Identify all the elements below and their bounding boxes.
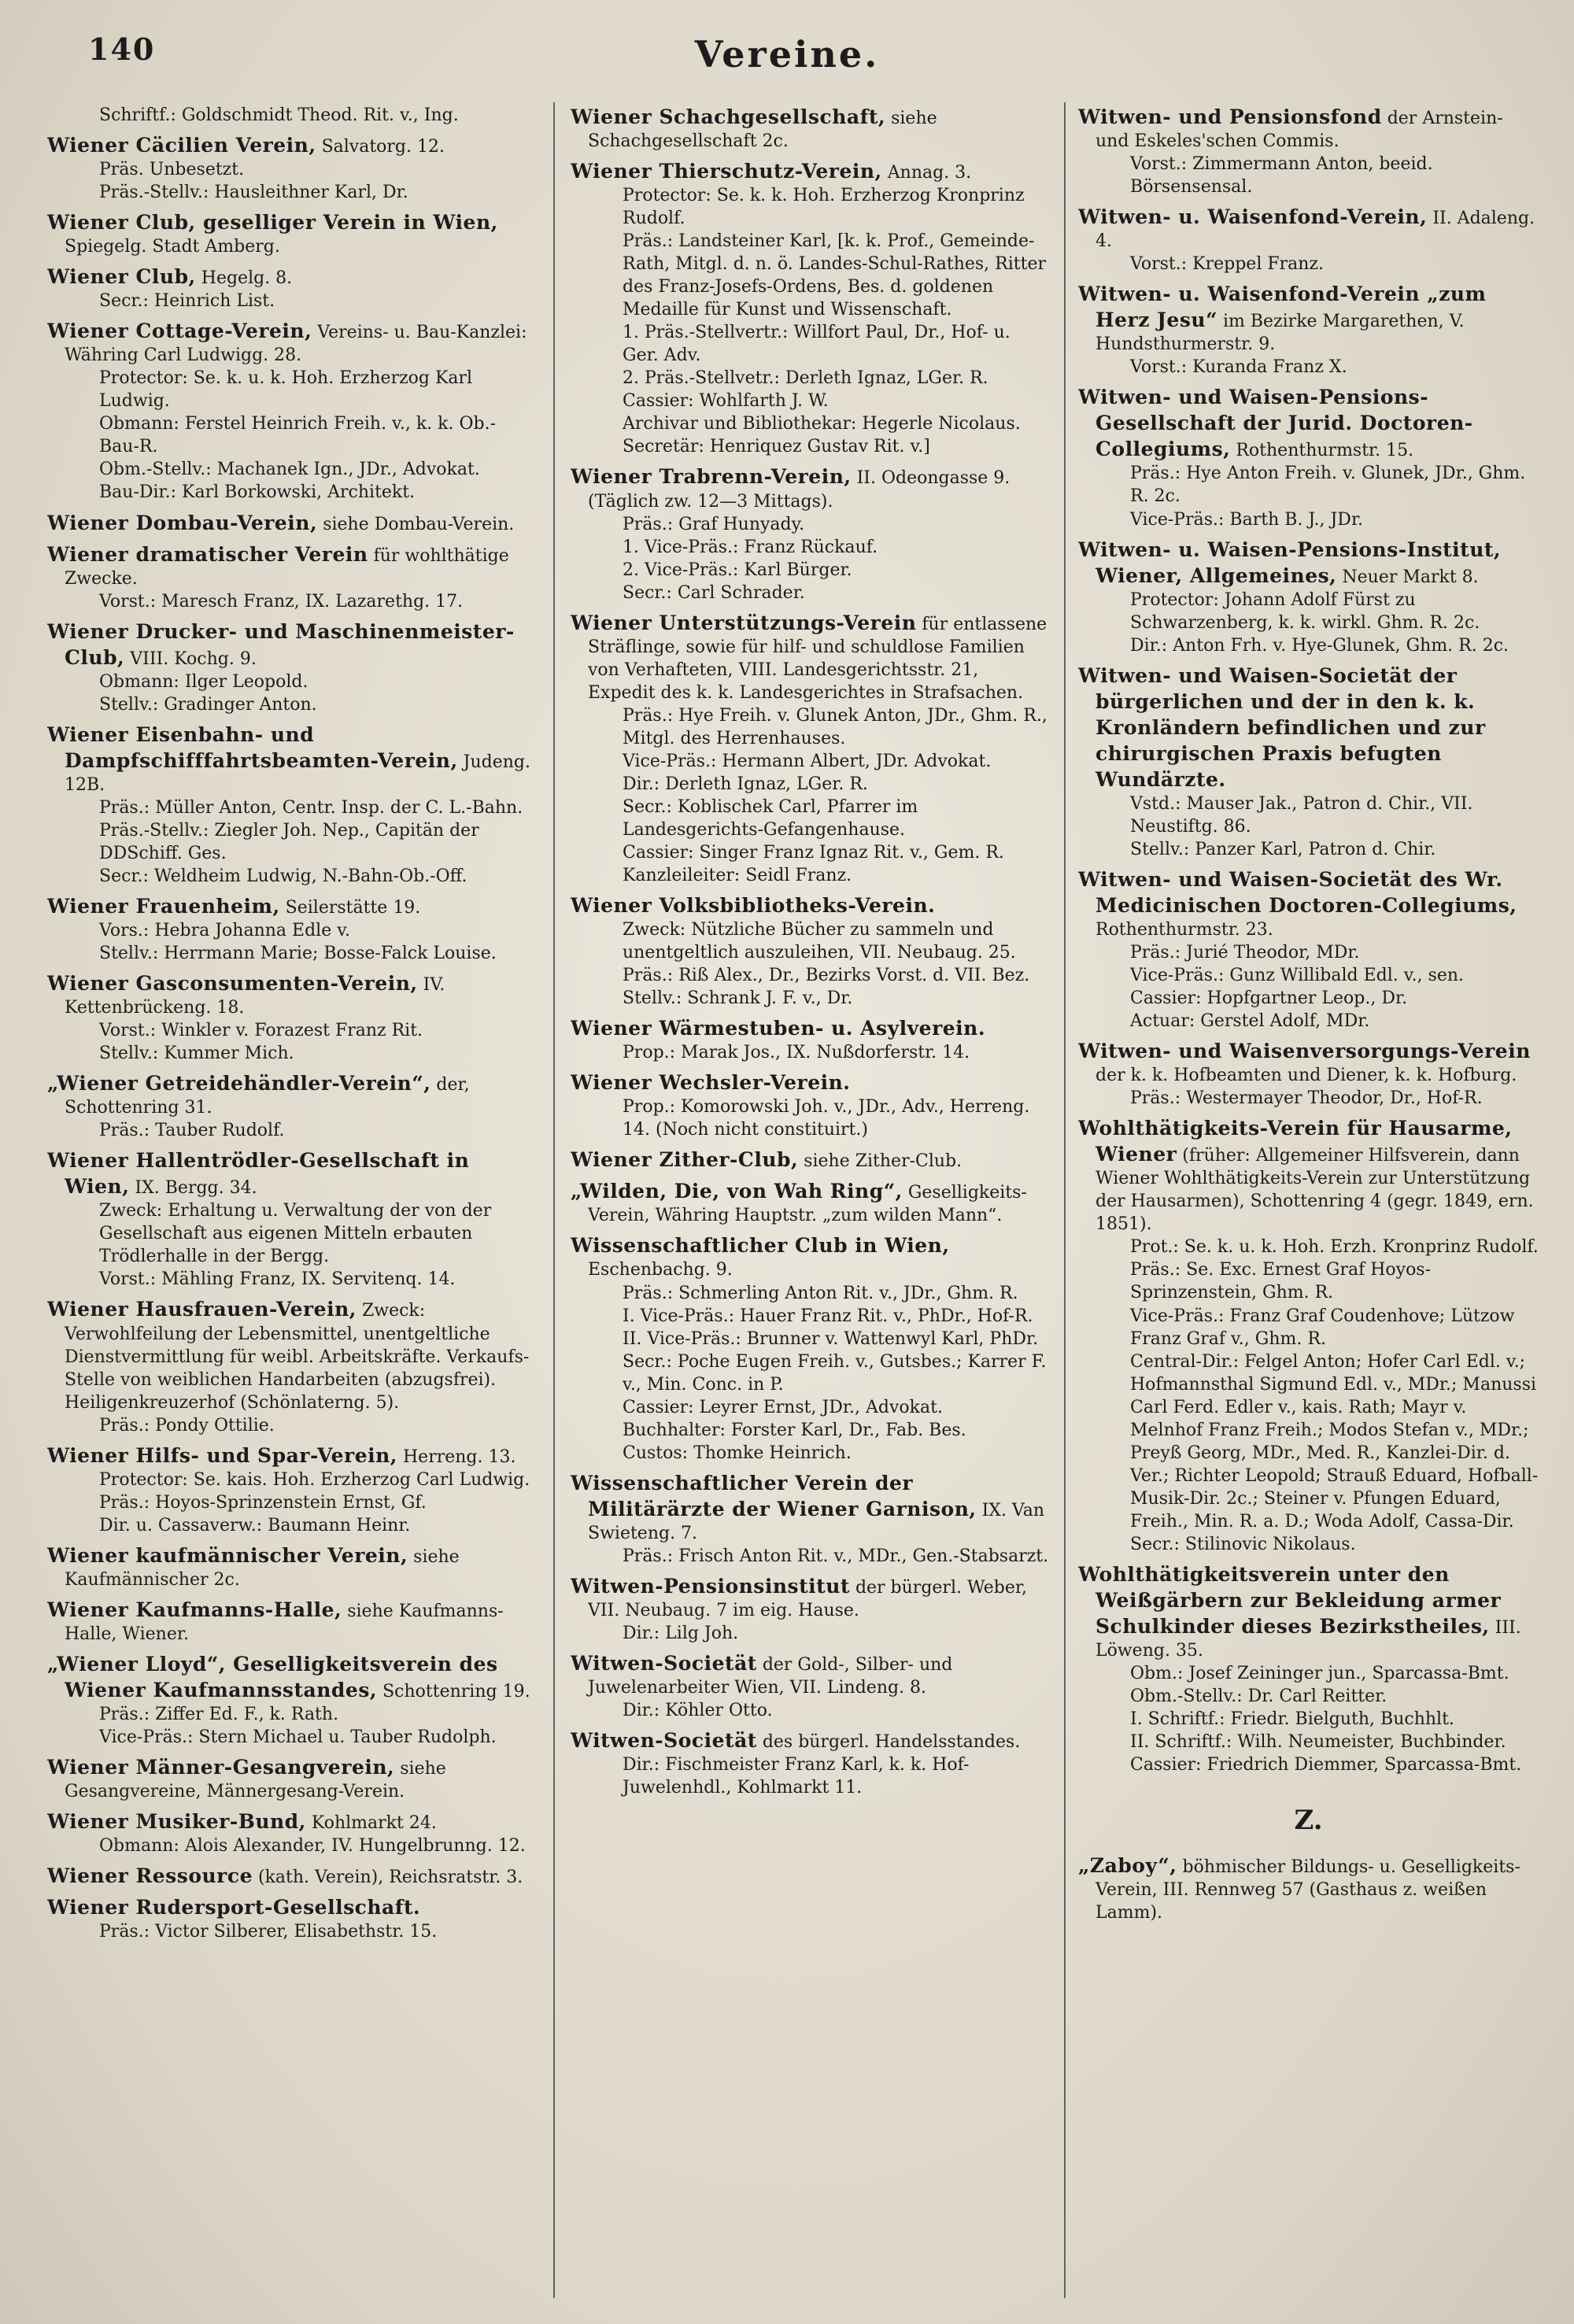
entry-title: Wiener Schachgesellschaft, [571, 105, 886, 128]
entry-title: Wiener Zither-Club, [571, 1148, 799, 1172]
entry-description: (früher: Allgemeiner Hilfsverein, dann Wiener Wohlthätigkeits-Verein zur Unterstützung der Hausarmen), Schottenring 4 (gegr. 1849, ern. 1851). [1096, 1146, 1534, 1235]
entry-detail: Dir.: Derleth Ignaz, LGer. R. [623, 774, 868, 794]
directory-entry [571, 1015, 1051, 1064]
directory-entry [1078, 1853, 1539, 1924]
column-rule [1064, 102, 1066, 2298]
entry-title: „Wiener Getreidehändler-Verein“, [47, 1072, 431, 1095]
entry-detail: Präs.: Schmerling Anton Rit. v., JDr., Ghm. R. [623, 1283, 1018, 1303]
entry-detail: Präs.: Westermayer Theodor, Dr., Hof-R. [1130, 1088, 1483, 1109]
entry-description: Zweck: Verwohlfeilung der Lebensmittel, unentgeltliche Dienstvermittlung für weibl. Arbeitskräfte. Verkaufs-Stelle von weiblichen Handarbeiten (abzugsfrei). Heiligenkreuzerhof (Schönlaterng. 5). [65, 1301, 530, 1413]
entry-detail: Vorst.: Winkler v. Forazest Franz Rit. [99, 1021, 423, 1041]
entry-detail: Präs.-Stellv.: Ziegler Joh. Nep., Capitän der DDSchiff. Ges. [99, 820, 479, 863]
entry-description: IX. Bergg. 34. [135, 1178, 257, 1199]
entry-detail: Obmann: Ilger Leopold. [99, 671, 309, 692]
entry-detail: Bau-Dir.: Karl Borkowski, Architekt. [99, 482, 416, 503]
entry-detail: Präs.: Landsteiner Karl, [k. k. Prof., Gemeinde-Rath, Mitgl. d. n. ö. Landes-Schul-Rathes, Ritter des Franz-Josefs-Ordens, Bes. d. goldenen Medaille für Kunst und Wissenschaft. [623, 231, 1046, 320]
entry-detail: Vice-Präs.: Gunz Willibald Edl. v., sen. [1130, 966, 1465, 986]
directory-entry [571, 1070, 1051, 1141]
entry-description: VIII. Kochg. 9. [130, 648, 257, 669]
entry-detail: Secretär: Henriquez Gustav Rit. v.] [623, 437, 930, 457]
directory-entry [1078, 1115, 1539, 1556]
entry-description: Geselligkeits-Verein, Währing Hauptstr. „zum wilden Mann“. [588, 1183, 1027, 1226]
entry-detail: Dir. u. Cassaverw.: Baumann Heinr. [99, 1515, 411, 1535]
directory-entry [571, 158, 1051, 458]
entry-title: Witwen- und Waisen-Societät der bürgerlichen und der in den k. k. Kronländern befindlichen und zur chirurgischen Praxis befugten Wundärzte. [1078, 663, 1486, 791]
entry-title: Witwen- und Waisen-Societät des Wr. Medicinischen Doctoren-Collegiums, [1078, 867, 1517, 917]
directory-entry [571, 104, 1051, 153]
entry-detail: Präs.: Pondy Ottilie. [99, 1415, 275, 1435]
entry-detail: Präs.: Victor Silberer, Elisabethstr. 15. [99, 1922, 438, 1942]
entry-title: Wiener Thierschutz-Verein, [571, 160, 882, 183]
entry-detail: Secr.: Stilinovic Nikolaus. [1130, 1534, 1356, 1554]
directory-entry [47, 893, 535, 965]
entry-detail: Secr.: Carl Schrader. [623, 582, 805, 603]
entry-title: Wiener Dombau-Verein, [47, 511, 318, 534]
entry-detail: Secr.: Poche Eugen Freih. v., Gutsbes.; Karrer F. v., Min. Conc. in P. [623, 1351, 1047, 1395]
entry-detail: Präs.-Stellv.: Hausleithner Karl, Dr. [99, 183, 408, 203]
directory-entry [571, 1650, 1051, 1722]
entry-detail: 1. Präs.-Stellvertr.: Willfort Paul, Dr., Hof- u. Ger. Adv. [623, 323, 1011, 366]
entry-title: Wiener Männer-Gesangverein, [47, 1756, 395, 1779]
entry-detail: Vorst.: Kuranda Franz X. [1130, 357, 1347, 378]
entry-detail: Secr.: Weldheim Ludwig, N.-Bahn-Ob.-Off. [99, 866, 467, 886]
entry-description: siehe Schachgesellschaft 2c. [588, 109, 937, 152]
entry-detail: Prop.: Komorowski Joh. v., JDr., Adv., Herreng. 14. (Noch nicht constituirt.) [623, 1097, 1030, 1140]
entry-description: Rothenthurmstr. 15. [1236, 441, 1414, 461]
entry-description: des bürgerl. Handelsstandes. [762, 1732, 1021, 1753]
directory-entry [47, 1543, 535, 1591]
entry-description: der, Schottenring 31. [65, 1075, 470, 1118]
entry-detail: Protector: Johann Adolf Fürst zu Schwarzenberg, k. k. wirkl. Ghm. R. 2c. [1130, 589, 1480, 633]
directory-entry [47, 541, 535, 613]
entry-description: der Arnstein- und Eskeles'schen Commis. [1096, 109, 1503, 152]
entry-detail: Vice-Präs.: Hermann Albert, JDr. Advokat. [623, 751, 992, 771]
entry-description: Annag. 3. [887, 163, 972, 183]
directory-entry [47, 318, 535, 504]
entry-detail: 2. Präs.-Stellvetr.: Derleth Ignaz, LGer. R. [623, 368, 988, 389]
entry-description: der k. k. Hofbeamten und Diener, k. k. Hofburg. [1096, 1066, 1517, 1086]
entry-detail: Obm.-Stellv.: Dr. Carl Reitter. [1130, 1687, 1387, 1706]
directory-entry [571, 1147, 1051, 1173]
directory-entry [47, 264, 535, 312]
entry-detail: Cassier: Hopfgartner Leop., Dr. [1130, 988, 1408, 1009]
entry-detail: Cassier: Leyrer Ernst, JDr., Advokat. [623, 1397, 943, 1417]
entry-detail: Vstd.: Mauser Jak., Patron d. Chir., VII. Neustiftg. 86. [1130, 793, 1473, 837]
entry-description: Judeng. 12B. [65, 752, 530, 795]
entry-description: II. Adaleng. 4. [1096, 209, 1535, 252]
entry-detail: II. Schriftf.: Wilh. Neumeister, Buchbinder. [1130, 1732, 1506, 1753]
entry-detail: Protector: Se. k. k. Hoh. Erzherzog Kronprinz Rudolf. [623, 186, 1025, 229]
entry-description: der Gold-, Silber- und Juwelenarbeiter Wien, VII. Lindeng. 8. [588, 1654, 953, 1698]
entry-description: für wohlthätige Zwecke. [65, 545, 509, 589]
entry-description: (kath. Verein), Reichsratstr. 3. [257, 1868, 523, 1888]
entry-detail: Präs.: Frisch Anton Rit. v., MDr., Gen.-Stabsarzt. [623, 1546, 1049, 1566]
directory-entry [571, 1178, 1051, 1227]
entry-description: Rothenthurmstr. 23. [1096, 920, 1273, 940]
entry-detail: Kanzleileiter: Seidl Franz. [623, 866, 852, 885]
directory-entry [1078, 281, 1539, 379]
entry-title: Wiener Eisenbahn- und Dampfschifffahrtsbeamten-Verein, [47, 722, 458, 772]
entry-title: Wiener Volksbibliotheks-Verein. [571, 894, 936, 918]
entry-title: Wiener Trabrenn-Verein, [571, 465, 852, 489]
directory-entry [571, 1470, 1051, 1568]
entry-detail: Dir.: Fischmeister Franz Karl, k. k. Hof-Juwelenhdl., Kohlmarkt 11. [623, 1755, 970, 1798]
entry-detail: Cassier: Friedrich Diemmer, Sparcassa-Bmt. [1130, 1755, 1522, 1775]
entry-description: Salvatorg. 12. [321, 137, 445, 157]
directory-entry [1078, 537, 1539, 657]
entry-description: Schottenring 19. [382, 1681, 530, 1701]
entry-detail: Central-Dir.: Felgel Anton; Hofer Carl Edl. v.; Hofmannsthal Sigmund Edl. v., MDr.; Manussi Carl Ferd. Edler v., kais. Rath; Mayr v. Melnhof Franz Freih.; Modos Stefan v., MDr.; Preyß Georg, MDr., Med. R., Kanzlei-Dir. d. Ver.; Richter Leopold; Strauß Eduard, Hofball-Musik-Dir. 2c.; Steiner v. Pfungen Eduard, Freih., Min. R. a. D.; Woda Adolf, Cassa-Dir. [1130, 1351, 1539, 1531]
entry-detail: Stellv.: Panzer Karl, Patron d. Chir. [1130, 839, 1436, 859]
directory-entry [47, 1651, 535, 1749]
directory-entry [571, 1232, 1051, 1464]
entry-detail: Vorst.: Mähling Franz, IX. Servitenq. 14. [99, 1269, 456, 1290]
directory-entry [47, 104, 535, 127]
entry-description: IX. Van Swieteng. 7. [588, 1500, 1045, 1543]
entry-detail: Stellv.: Herrmann Marie; Bosse-Falck Louise. [99, 944, 497, 964]
entry-title: „Wiener Lloyd“, Geselligkeitsverein des Wiener Kaufmannsstandes, [47, 1652, 498, 1701]
entry-description: siehe Dombau-Verein. [323, 514, 515, 534]
directory-entry [1078, 104, 1539, 198]
entry-detail: Prot.: Se. k. u. k. Hoh. Erzh. Kronprinz Rudolf. [1130, 1237, 1539, 1258]
directory-entry [47, 1296, 535, 1436]
entry-title: Wiener Musiker-Bund, [47, 1810, 306, 1834]
entry-detail: Vorst.: Zimmermann Anton, beeid. Börsensensal. [1130, 154, 1433, 198]
entry-detail: Obmann: Ferstel Heinrich Freih. v., k. k. Ob.-Bau-R. [99, 414, 497, 457]
directory-entry [1078, 663, 1539, 861]
column-right [1078, 104, 1539, 2300]
entry-detail: Präs.: Hoyos-Sprinzenstein Ernst, Gf. [99, 1492, 427, 1513]
directory-entry [47, 1443, 535, 1537]
directory-entry [1078, 1038, 1539, 1110]
entry-detail: I. Vice-Präs.: Hauer Franz Rit. v., PhDr., Hof-R. [623, 1306, 1033, 1326]
entry-title: Wiener Unterstützungs-Verein [571, 611, 917, 634]
entry-description: III. Löweng. 35. [1096, 1617, 1521, 1661]
entry-description: Seilerstätte 19. [285, 897, 421, 918]
entry-detail: Präs.: Se. Exc. Ernest Graf Hoyos-Sprinzenstein, Ghm. R. [1130, 1260, 1432, 1303]
directory-entry [571, 1573, 1051, 1645]
entry-detail: 2. Vice-Präs.: Karl Bürger. [623, 560, 852, 580]
entry-detail: Präs.: Ziffer Ed. F., k. Rath. [99, 1704, 339, 1724]
entry-title: Wiener Rudersport-Gesellschaft. [47, 1896, 421, 1919]
entry-detail: Vorst.: Maresch Franz, IX. Lazarethg. 17. [99, 591, 464, 611]
directory-entry [571, 1727, 1051, 1799]
entry-title: Wiener Gasconsumenten-Verein, [47, 972, 418, 996]
entry-description: Neuer Markt 8. [1342, 567, 1479, 587]
entry-title: Wiener Drucker- und Maschinenmeister-Club, [47, 619, 515, 669]
entry-title: „Wilden, Die, von Wah Ring“, [571, 1180, 903, 1203]
entry-description: für entlassene Sträflinge, sowie für hilf- und schuldlose Familien von Verhafteten, VIII. Landesgerichtsstr. 21, Expedit des k. k. Landesgerichtes in Strafsachen. [588, 614, 1047, 703]
entry-detail: Vice-Präs.: Barth B. J., JDr. [1130, 509, 1364, 530]
entry-detail: Prop.: Marak Jos., IX. Nußdorferstr. 14. [623, 1043, 970, 1063]
running-head: Vereine. [694, 33, 880, 76]
directory-entry [571, 610, 1051, 887]
entry-detail: 1. Vice-Präs.: Franz Rückauf. [623, 537, 878, 557]
entry-title: Wiener Cottage-Verein, [47, 320, 312, 343]
entry-detail: Präs.: Müller Anton, Centr. Insp. der C. L.-Bahn. [99, 797, 523, 818]
entry-detail: Buchhalter: Forster Karl, Dr., Fab. Bes. [623, 1420, 966, 1440]
directory-entry [47, 209, 535, 258]
entry-detail: Custos: Thomke Heinrich. [623, 1443, 852, 1463]
column-middle [571, 104, 1051, 2300]
directory-entry [47, 1894, 535, 1943]
entry-title: Wiener Wärmestuben- u. Asylverein. [571, 1017, 986, 1040]
entry-detail: Präs.: Graf Hunyady. [623, 514, 805, 534]
entry-detail: Präs.: Tauber Rudolf. [99, 1121, 285, 1141]
entry-detail: Vorst.: Kreppel Franz. [1130, 254, 1324, 275]
directory-entry [47, 1147, 535, 1291]
directory-entry [1078, 384, 1539, 530]
entry-title: Witwen- und Waisenversorgungs-Verein [1078, 1040, 1531, 1063]
entry-detail: Cassier: Singer Franz Ignaz Rit. v., Gem. R. [623, 842, 1004, 863]
column-rule [553, 102, 555, 2298]
directory-entry [1078, 204, 1539, 275]
directory-entry [47, 1863, 535, 1889]
entry-title: Wiener Hausfrauen-Verein, [47, 1298, 357, 1321]
page-number: 140 [88, 31, 156, 67]
entry-detail: Präs. Unbesetzt. [99, 160, 245, 180]
directory-entry [47, 510, 535, 536]
entry-detail: Zweck: Nützliche Bücher zu sammeln und unentgeltlich auszuleihen, VII. Neubaug. 25. [623, 920, 1016, 963]
entry-description: siehe Kaufmännischer 2c. [65, 1546, 460, 1590]
entry-title: Wiener Club, geselliger Verein in Wien, [47, 211, 498, 235]
entry-title: Witwen-Societät [571, 1729, 757, 1753]
entry-detail: Präs.: Jurié Theodor, MDr. [1130, 943, 1360, 963]
directory-entry [47, 1809, 535, 1857]
directory-entry [571, 892, 1051, 1010]
entry-detail: Dir.: Lilg Joh. [623, 1623, 739, 1643]
directory-entry [47, 722, 535, 888]
entry-title: Wiener Kaufmanns-Halle, [47, 1598, 342, 1621]
entry-description: Spiegelg. Stadt Amberg. [65, 237, 280, 257]
entry-detail: Dir.: Köhler Otto. [623, 1701, 773, 1721]
entry-title: Witwen- und Waisen-Pensions-Gesellschaft der Jurid. Doctoren-Collegiums, [1078, 386, 1473, 461]
entry-detail: Actuar: Gerstel Adolf, MDr. [1130, 1011, 1370, 1032]
entry-title: Wiener Ressource [47, 1864, 253, 1888]
entry-detail: Stellv.: Gradinger Anton. [99, 694, 317, 715]
entry-detail: Stellv.: Schrank J. F. v., Dr. [623, 988, 853, 1009]
entry-description: II. Odeongasse 9. (Täglich zw. 12—3 Mittags). [588, 468, 1011, 512]
entry-title: Wiener Cäcilien Verein, [47, 134, 316, 157]
entry-detail: Vors.: Hebra Johanna Edle v. [99, 921, 351, 940]
entry-title: Wiener Hilfs- und Spar-Verein, [47, 1443, 397, 1467]
entry-detail: Dir.: Anton Frh. v. Hye-Glunek, Ghm. R. 2c. [1130, 635, 1509, 656]
entry-detail: Protector: Se. kais. Hoh. Erzherzog Carl Ludwig. [99, 1469, 530, 1490]
entry-title: Wiener Club, [47, 265, 196, 289]
entry-title: Wiener Frauenheim, [47, 894, 280, 918]
column-left [47, 104, 535, 2300]
entry-detail: Protector: Se. k. u. k. Hoh. Erzherzog Karl Ludwig. [99, 368, 473, 412]
entry-detail: Schriftf.: Goldschmidt Theod. Rit. v., Ing. [99, 105, 459, 125]
entry-detail: Obmann: Alois Alexander, IV. Hungelbrunng. 12. [99, 1836, 526, 1857]
entry-title: Wohlthätigkeits-Verein für Hausarme, Wiener [1078, 1117, 1513, 1166]
entry-title: Wohlthätigkeitsverein unter den Weißgärbern zur Bekleidung armer Schulkinder dieses Bezirkstheiles, [1078, 1562, 1502, 1638]
directory-entry [47, 1597, 535, 1646]
entry-detail: Obm.: Josef Zeininger jun., Sparcassa-Bmt. [1130, 1663, 1509, 1683]
entry-title: Witwen- u. Waisenfond-Verein, [1078, 205, 1428, 229]
entry-description: böhmischer Bildungs- u. Geselligkeits-Verein, III. Rennweg 57 (Gasthaus z. weißen Lamm). [1096, 1857, 1520, 1923]
entry-title: Witwen- und Pensionsfond [1078, 105, 1382, 128]
entry-detail: Präs.: Riß Alex., Dr., Bezirks Vorst. d. VII. Bez. [623, 966, 1030, 986]
directory-entry [47, 132, 535, 204]
entry-title: Witwen-Pensionsinstitut [571, 1574, 850, 1598]
entry-title: Wiener dramatischer Verein [47, 542, 368, 566]
entry-description: Hegelg. 8. [201, 268, 293, 289]
entry-title: Wiener Hallentrödler-Gesellschaft in Wien, [47, 1149, 470, 1199]
entry-description: Herreng. 13. [402, 1446, 516, 1467]
entry-title: Wiener kaufmännischer Verein, [47, 1543, 408, 1567]
entry-description: siehe Gesangvereine, Männergesang-Verein. [65, 1759, 446, 1802]
directory-entry [47, 970, 535, 1065]
directory-entry [47, 1754, 535, 1803]
entry-title: Witwen- u. Waisen-Pensions-Institut, Wiener, Allgemeines, [1078, 538, 1502, 587]
entry-detail: Obm.-Stellv.: Machanek Ign., JDr., Advokat. [99, 460, 480, 480]
entry-description: der bürgerl. Weber, VII. Neubaug. 7 im eig. Hause. [588, 1577, 1027, 1620]
entry-description: im Bezirke Margarethen, V. Hundsthurmerstr. 9. [1096, 312, 1465, 355]
entry-detail: Secr.: Koblischek Carl, Pfarrer im Landesgerichts-Gefangenhause. [623, 796, 918, 840]
entry-description: Eschenbachg. 9. [588, 1260, 733, 1280]
entry-detail: Cassier: Wohlfarth J. W. [623, 391, 829, 412]
entry-title: „Zaboy“, [1078, 1854, 1177, 1877]
entry-title: Witwen-Societät [571, 1651, 757, 1675]
entry-detail: Secr.: Heinrich List. [99, 291, 275, 312]
section-letter: Z. [1294, 1805, 1323, 1837]
entry-detail: Archivar und Bibliothekar: Hegerle Nicolaus. [623, 414, 1021, 434]
entry-title: Wissenschaftlicher Club in Wien, [571, 1234, 950, 1258]
entry-description: siehe Zither-Club. [804, 1151, 963, 1172]
entry-detail: Vice-Präs.: Franz Graf Coudenhove; Lützow Franz Graf v., Ghm. R. [1130, 1306, 1515, 1349]
entry-detail: Vice-Präs.: Stern Michael u. Tauber Rudolph. [99, 1727, 497, 1747]
entry-detail: II. Vice-Präs.: Brunner v. Wattenwyl Karl, PhDr. [623, 1328, 1039, 1349]
entry-description: Vereins- u. Bau-Kanzlei: Währing Carl Ludwigg. 28. [65, 323, 527, 366]
entry-title: Wiener Wechsler-Verein. [571, 1071, 851, 1095]
directory-entry [47, 1070, 535, 1142]
entry-title: Witwen- u. Waisenfond-Verein „zum Herz Jesu“ [1078, 283, 1487, 332]
entry-detail: Präs.: Hye Freih. v. Glunek Anton, JDr., Ghm. R., Mitgl. des Herrenhauses. [623, 705, 1047, 748]
entry-title: Wissenschaftlicher Verein der Militärärzte der Wiener Garnison, [571, 1471, 977, 1520]
directory-entry [47, 619, 535, 716]
directory-entry [1078, 1561, 1539, 1776]
entry-detail: I. Schriftf.: Friedr. Bielguth, Buchhlt. [1130, 1709, 1454, 1730]
entry-description: IV. Kettenbrückeng. 18. [65, 975, 445, 1018]
directory-entry [571, 464, 1051, 604]
entry-detail: Zweck: Erhaltung u. Verwaltung der von der Gesellschaft aus eigenen Mitteln erbauten Trödlerhalle in der Bergg. [99, 1201, 492, 1267]
entry-description: siehe Kaufmanns-Halle, Wiener. [65, 1601, 504, 1644]
entry-detail: Präs.: Hye Anton Freih. v. Glunek, JDr., Ghm. R. 2c. [1130, 464, 1526, 507]
entry-description: Kohlmarkt 24. [311, 1813, 437, 1834]
directory-entry [1078, 866, 1539, 1033]
entry-detail: Stellv.: Kummer Mich. [99, 1044, 294, 1064]
